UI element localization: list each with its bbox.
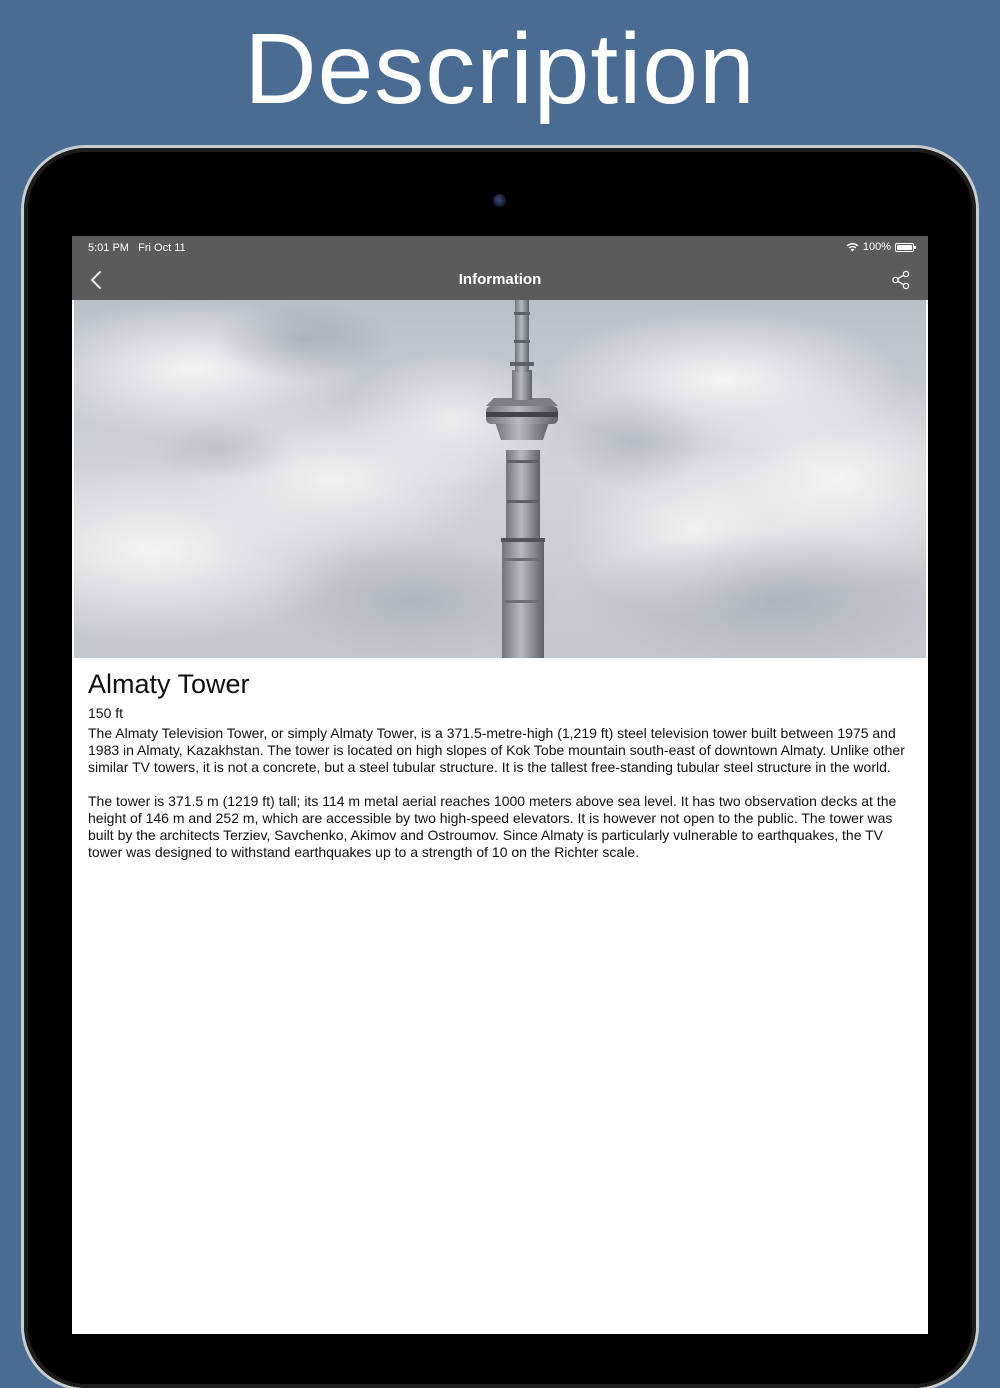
description-paragraph: The tower is 371.5 m (1219 ft) tall; its 114 m metal aerial reaches 1000 meters above sea level. It has two observation decks at the height of 146 m and 252 m, which are accessible by two high-speed elevators. It is however not open to the public. The tower was built by the architects Terziev, Savchenko, Akimov and Ostroumov. Since Almaty is particularly vulnerable to earthquakes, the TV tower was designed to withstand earthquakes up to a strength of 10 on the Richter scale. <box>88 793 897 860</box>
status-time <box>88 242 186 254</box>
navigation-bar <box>72 260 928 300</box>
share-icon <box>893 271 909 288</box>
tower-photo-graphic <box>74 300 926 658</box>
status-date-label: Fri Oct 11 <box>138 242 186 254</box>
status-time-label: 5:01 PM <box>88 242 129 254</box>
app-screen <box>72 236 928 1334</box>
place-details <box>88 668 914 861</box>
tower-photo <box>74 300 926 658</box>
wifi-icon <box>846 242 859 252</box>
front-camera <box>493 194 506 207</box>
status-indicators <box>846 241 914 253</box>
battery-percent: 100% <box>862 241 891 253</box>
status-bar <box>72 236 928 260</box>
place-title: Almaty Tower <box>88 669 250 699</box>
nav-title: Information <box>458 271 542 288</box>
share-button[interactable] <box>890 269 912 291</box>
battery-icon <box>895 243 914 252</box>
description-paragraph: The Almaty Television Tower, or simply Almaty Tower, is a 371.5-metre-high (1,219 ft) steel television tower built between 1975 and 1983 in Almaty, Kazakhstan. The tower is located on high slopes of Kok Tobe mountain south-east of downtown Almaty. Unlike other similar TV towers, it is not a concrete, but a steel tubular structure. It is the tallest free-standing tubular steel structure in the world. <box>88 725 905 775</box>
promo-title: Description <box>244 13 756 125</box>
place-height: 150 ft <box>88 705 124 721</box>
